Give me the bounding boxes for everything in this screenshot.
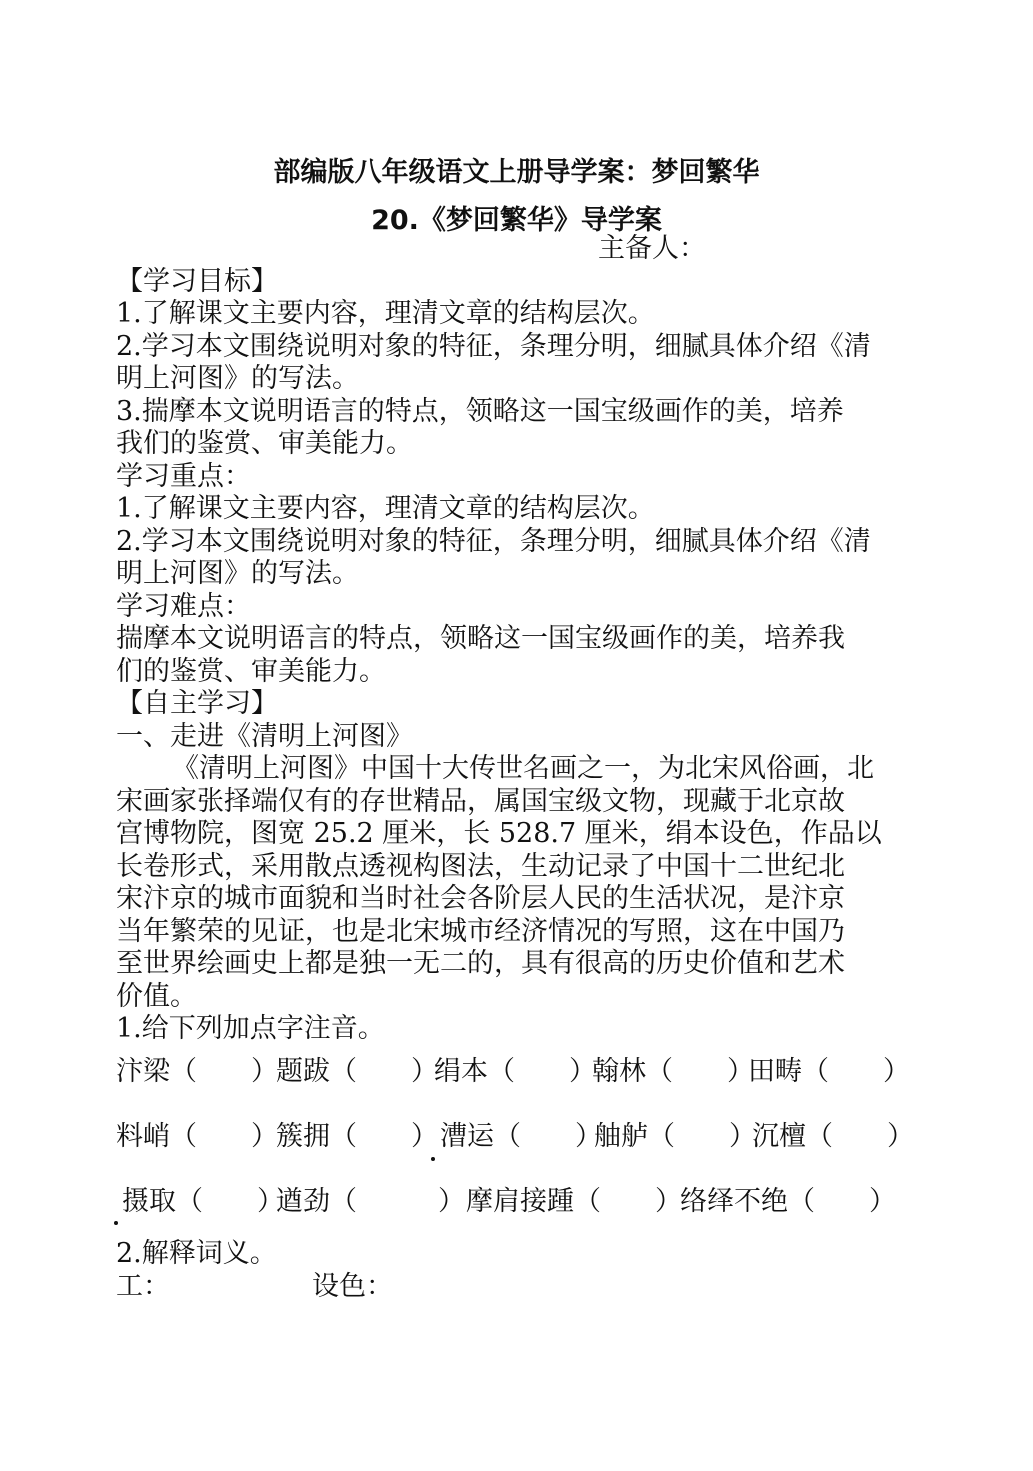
section-heading-goals: 【学习目标】 [116, 266, 278, 297]
text-line: 们的鉴赏、审美能力。 [116, 656, 386, 687]
document-title: 部编版八年级语文上册导学案：梦回繁华 [273, 157, 760, 188]
pinyin-item: 摩肩接踵（ ） [466, 1186, 682, 1217]
pinyin-item: 沉檀（ ） [752, 1121, 914, 1152]
paragraph-line: 宫博物院，图宽 25.2 厘米，长 528.7 厘米，绢本设色，作品以 [116, 818, 882, 849]
text-line: 1.了解课文主要内容，理清文章的结构层次。 [116, 298, 655, 329]
pinyin-item: 料峭（ ） [116, 1121, 278, 1152]
section-heading-difficulties: 学习难点： [116, 591, 251, 622]
pinyin-item: 舳舻（ ） [594, 1121, 756, 1152]
text-line: 明上河图》的写法。 [116, 558, 359, 589]
emphasis-dot [431, 1157, 435, 1161]
text-line: 2.学习本文围绕说明对象的特征，条理分明，细腻具体介绍《清 [116, 331, 871, 362]
pinyin-item: 绢本（ ） [434, 1056, 596, 1087]
text-line: 我们的鉴赏、审美能力。 [116, 428, 413, 459]
paragraph-line: 长卷形式，采用散点透视构图法，生动记录了中国十二世纪北 [116, 851, 845, 882]
pinyin-item: 汴梁（ ） [116, 1056, 278, 1087]
question-1: 1.给下列加点字注音。 [116, 1013, 385, 1044]
pinyin-item: 簇拥（ ） [276, 1121, 438, 1152]
emphasis-dot [114, 1221, 118, 1225]
section-heading-self-study: 【自主学习】 [116, 688, 278, 719]
paragraph-line: 当年繁荣的见证，也是北宋城市经济情况的写照，这在中国乃 [116, 916, 845, 947]
paragraph-line: 宋画家张择端仅有的存世精品，属国宝级文物，现藏于北京故 [116, 786, 845, 817]
paragraph-line: 《清明上河图》中国十大传世名画之一，为北宋风俗画，北 [172, 753, 874, 784]
pinyin-item: 络绎不绝（ ） [680, 1186, 896, 1217]
pinyin-item: 漕运（ ） [440, 1121, 602, 1152]
pinyin-item: 翰林（ ） [592, 1056, 754, 1087]
pinyin-item: 题跋（ ） [276, 1056, 438, 1087]
text-line: 一、走进《清明上河图》 [116, 721, 413, 752]
pinyin-item: 摄取（ ） [122, 1186, 284, 1217]
section-heading-key-points: 学习重点： [116, 461, 251, 492]
paragraph-line: 至世界绘画史上都是独一无二的，具有很高的历史价值和艺术 [116, 948, 845, 979]
paragraph-line: 宋汴京的城市面貌和当时社会各阶层人民的生活状况，是汴京 [116, 883, 845, 914]
vocab-item: 设色： [312, 1271, 393, 1302]
preparer-label: 主备人： [598, 233, 706, 264]
document-subtitle: 20.《梦回繁华》导学案 [371, 205, 662, 236]
pinyin-item: 田畴（ ） [748, 1056, 910, 1087]
text-line: 2.学习本文围绕说明对象的特征，条理分明，细腻具体介绍《清 [116, 526, 871, 557]
question-2: 2.解释词义。 [116, 1238, 277, 1269]
vocab-item: 工： [116, 1271, 170, 1302]
paragraph-line: 价值。 [116, 981, 197, 1012]
text-line: 3.揣摩本文说明语言的特点，领略这一国宝级画作的美，培养 [116, 396, 844, 427]
text-line: 1.了解课文主要内容，理清文章的结构层次。 [116, 493, 655, 524]
pinyin-item: 遒劲（ ） [276, 1186, 465, 1217]
text-line: 明上河图》的写法。 [116, 363, 359, 394]
text-line: 揣摩本文说明语言的特点，领略这一国宝级画作的美，培养我 [116, 623, 845, 654]
